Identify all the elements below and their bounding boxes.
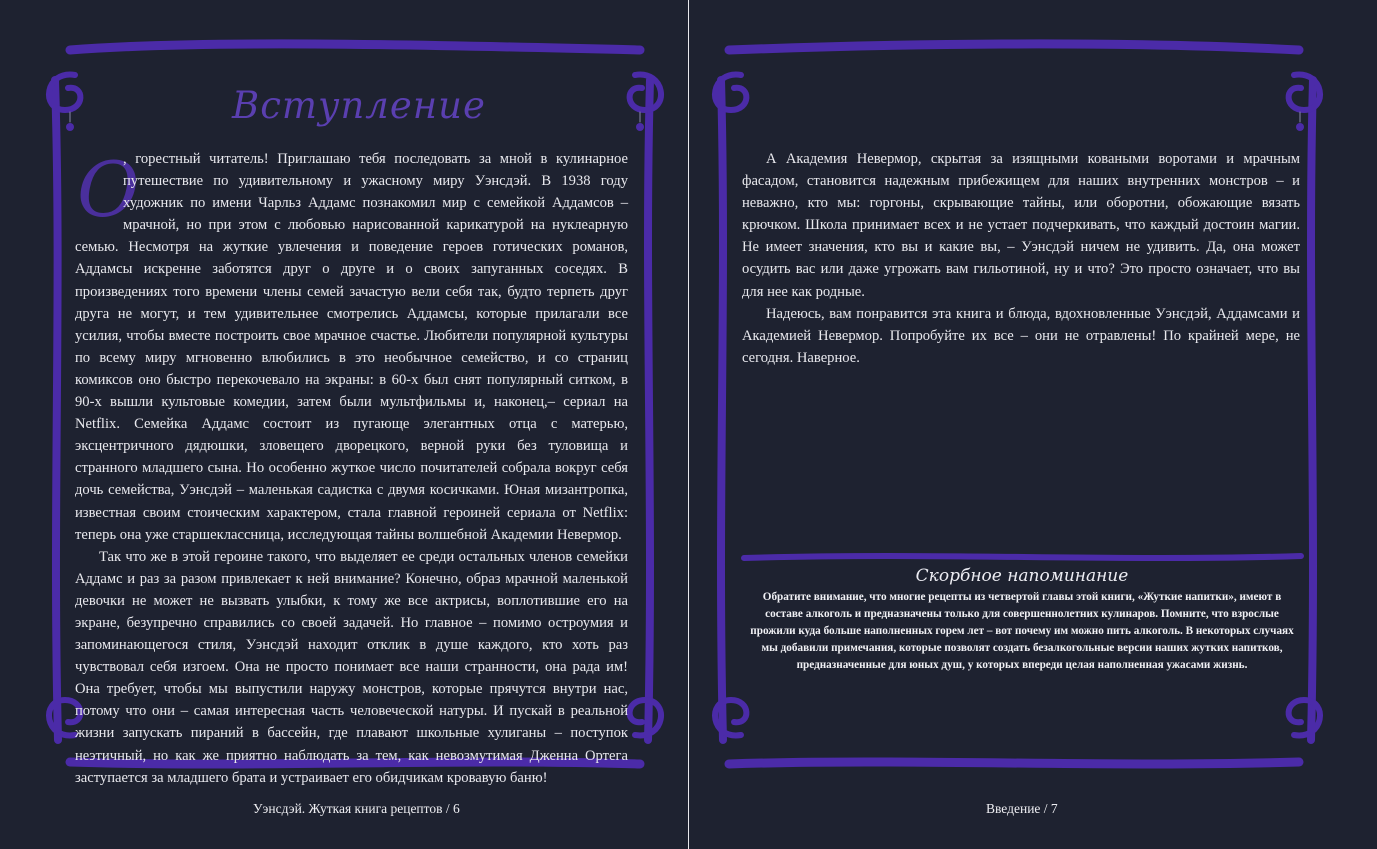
notice-box <box>744 566 1300 674</box>
left-body-text <box>75 145 628 789</box>
right-page <box>689 0 1377 849</box>
left-page <box>0 0 688 849</box>
intro-paragraph-2: Так что же в этой героине такого, что выделяет ее среди остальных членов семейки Аддамс и раз за разом привлекает к ней внимание? Конечно, образ мрачной маленькой девочки не может не вызвать улыбки, к тому же все актрисы, воплотившие его на экране, безупречно справились со своей задачей. Но главное – помимо остроумия и запоминающегося стиля, Уэнсдэй находит отклик в душе каждого, кто хоть раз чувствовал себя изгоем. Она не просто понимает все наши странности, она рада им! Она требует, чтобы мы выпустили наружу монстров, которые прячутся внутри нас, потому что они – самая интересная часть человеческой натуры. И пускай в реальной жизни запускать пираний в бассейн, где плавают школьные хулиганы – поступок неэтичный, но как же приятно наблюдать за тем, как невозмутимая Дженна Ортега заступается за младшего брата и устраивает его обидчикам кровавую баню! <box>75 548 628 786</box>
right-body-text <box>742 148 1300 369</box>
chapter-title: Вступление <box>232 84 486 127</box>
notice-text: Обратите внимание, что многие рецепты из четвертой главы этой книги, «Жуткие напитки», имеют в составе алкоголь и предназначены только для совершеннолетних кулинаров. Помните, что взрослые прожили куда больше наполненных горем лет – вот почему им можно пить алкоголь. В некоторых случаях мы добавили примечания, которые позволят создать безалкогольные версии наших жутких напитков, предназначенные для юных душ, у которых впереди целая наполненная ужасами жизнь. <box>750 591 1294 671</box>
ornamental-frame-right <box>689 0 1377 849</box>
intro-paragraph: , горестный читатель! Приглашаю тебя последовать за мной в кулинарное путешествие по удивительному и ужасному миру Уэнсдэй. В 1938 году художник по имени Чарльз Аддамс познакомил мир с семейкой Аддамсов – мрачной, но при этом с любовью нарисованной карикатурой на нуклеарную семью. Несмотря на жуткие увлечения и поведение героев готических романов, Аддамсы искренне заботятся друг о друге и о своих запуганных соседях. В произведениях того времени члены семей зачастую вели себя так, будто терпеть друг друга не могут, и тем удивительнее смотрелись Аддамсы, которые прилагали все усилия, чтобы вместе построить свое мрачное счастье. Любители популярной культуры по всему миру мгновенно влюбились в это необычное семейство, и со страниц комиксов оно быстро перекочевало на экраны: в 60-х был снят популярный ситком, в 90-х вышли культовые комедии, затем были мультфильмы и, наконец,– сериал на Netflix. Семейка Аддамс состоит из пугающе элегантных отца с матерью, эксцентричного дядюшки, зловещего дворецкого, верной руки без туловища и странного младшего сына. Но особенно жуткое число почитателей собрала вокруг себя дочь семейства, Уэнсдэй – маленькая садистка с двумя косичками. Юная мизантропка, известная своим стоическим характером, стала главной героиней сериала от Netflix: теперь она уже старшеклассница, исследующая тайны волшебной Академии Невермор. <box>75 151 628 543</box>
page-footer-right: Введение / 7 <box>986 801 1058 816</box>
notice-title: Скорбное напоминание <box>915 566 1129 586</box>
drop-cap-space <box>75 145 140 234</box>
academy-paragraph: А Академия Невермор, скрытая за изящными коваными воротами и мрачным фасадом, становится надежным прибежищем для наших внутренних монстров – и неважно, кто мы: горгоны, скрывающие тайны, или оборотни, обожающие вязать крючком. Школа принимает всех и не устает подчеркивать, что каждый достоин магии. Не имеет значения, кто вы и какие вы, – Уэнсдэй ничем не удивить. Да, она может осудить вас или даже угрожать вам гильотиной, ну и что? Это просто означает, что вы для нее как родные. <box>742 151 1300 300</box>
drop-cap: О <box>77 145 140 234</box>
closing-paragraph: Надеюсь, вам понравится эта книга и блюда, вдохновленные Уэнсдэй, Аддамсами и Академией Невермор. Попробуйте их все – они не отравлены! По крайней мере, не сегодня. Наверное. <box>742 305 1300 366</box>
page-footer-left: Уэнсдэй. Жуткая книга рецептов / 6 <box>253 801 460 816</box>
spider-icon <box>66 123 74 131</box>
